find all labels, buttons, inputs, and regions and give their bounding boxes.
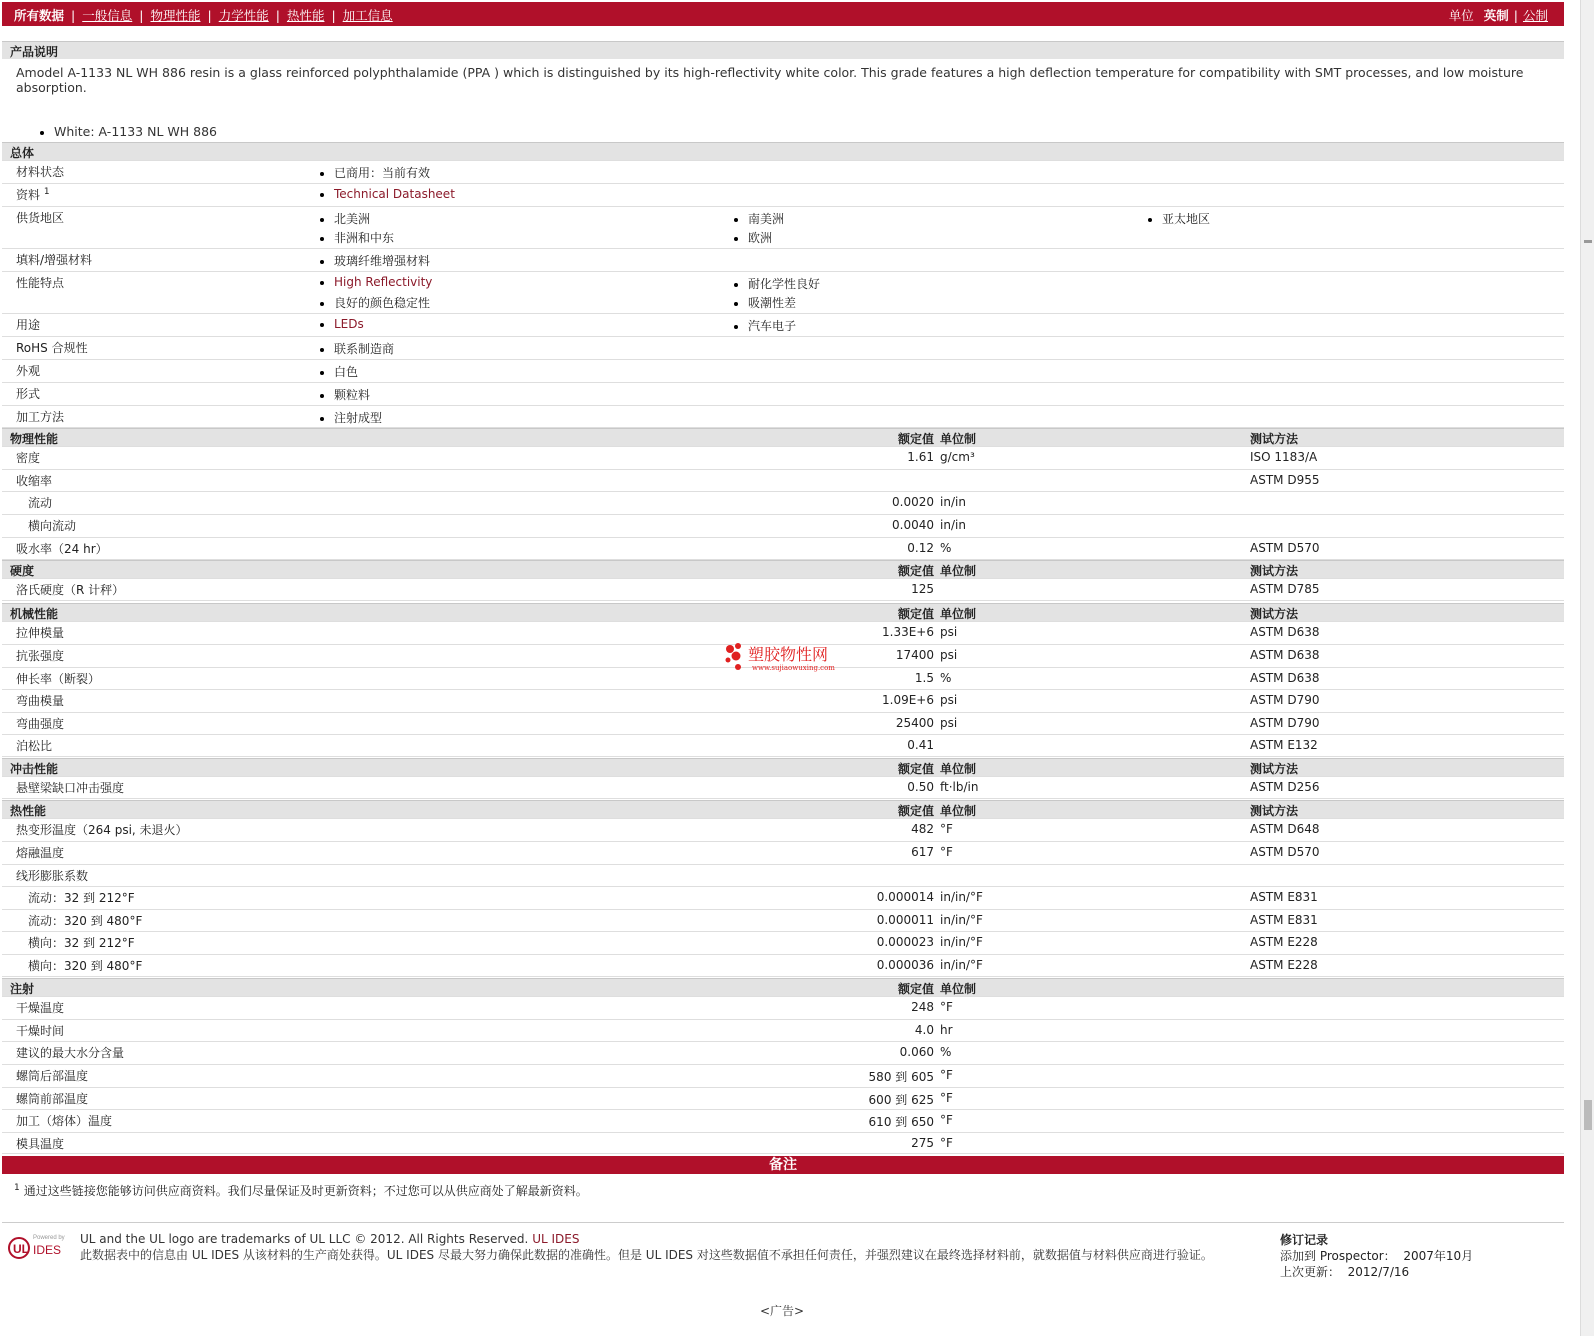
property-value: 0.12 xyxy=(907,541,934,555)
property-label: 伸长率（断裂） xyxy=(16,672,101,686)
property-value: 0.000023 xyxy=(876,935,934,949)
property-test-method: ASTM E831 xyxy=(1250,890,1318,904)
nav-general-info[interactable]: 一般信息 xyxy=(82,8,133,23)
unit-switch: 单位 英制 | 公制 xyxy=(1448,8,1548,23)
property-label: 吸水率（24 hr） xyxy=(16,542,108,556)
page-scrollbar[interactable] xyxy=(1580,0,1594,1336)
row-features: 性能特点 High Reflectivity 耐化学性良好 良好的颜色稳定性 吸潮性差 xyxy=(2,272,1564,314)
property-value: 0.000014 xyxy=(876,890,934,904)
property-label: 流动 xyxy=(28,496,53,510)
property-test-method: ASTM D638 xyxy=(1250,671,1320,685)
thermal-heading: 热性能 额定值 单位制 测试方法 xyxy=(2,800,1564,819)
table-row xyxy=(2,447,1564,470)
property-unit: % xyxy=(940,1045,952,1059)
table-row xyxy=(2,842,1564,865)
property-label: 螺筒前部温度 xyxy=(16,1092,89,1106)
notes-heading: 备注 xyxy=(2,1156,1564,1174)
row-rohs: RoHS 合规性 联系制造商 xyxy=(2,337,1564,360)
property-label: 建议的最大水分含量 xyxy=(16,1046,125,1060)
property-unit: psi xyxy=(940,648,958,662)
property-label: 密度 xyxy=(16,451,41,465)
property-label: 干燥时间 xyxy=(16,1024,65,1038)
table-row xyxy=(2,690,1564,713)
property-value: 1.09E+6 xyxy=(882,693,934,707)
table-row xyxy=(2,1110,1564,1133)
table-row xyxy=(2,1042,1564,1065)
injection-heading: 注射 额定值 单位制 xyxy=(2,978,1564,997)
table-row xyxy=(2,470,1564,492)
trademark-line: UL and the UL logo are trademarks of UL LLC © 2012. All Rights Reserved. UL IDES xyxy=(80,1232,580,1246)
property-value: 125 xyxy=(911,582,934,596)
nav-thermal[interactable]: 热性能 xyxy=(286,8,325,23)
unit-metric-link[interactable]: 公制 xyxy=(1522,8,1548,23)
watermark-logo xyxy=(722,640,852,676)
table-row xyxy=(2,777,1564,799)
property-test-method: ASTM D785 xyxy=(1250,582,1320,596)
property-unit: °F xyxy=(940,822,953,836)
property-label: 模具温度 xyxy=(16,1137,65,1151)
property-unit: hr xyxy=(940,1023,953,1037)
property-label: 抗张强度 xyxy=(16,649,65,663)
technical-datasheet-link[interactable]: Technical Datasheet xyxy=(334,187,455,201)
svg-text:Powered by: Powered by xyxy=(33,1235,65,1241)
svg-text:IDES: IDES xyxy=(33,1243,62,1257)
property-test-method: ASTM D638 xyxy=(1250,648,1320,662)
table-row xyxy=(2,887,1564,910)
table-row xyxy=(2,579,1564,601)
property-unit: psi xyxy=(940,716,958,730)
property-label: 横向：320 到 480°F xyxy=(28,959,143,973)
property-test-method: ASTM D570 xyxy=(1250,845,1320,859)
row-filler: 填料/增强材料 玻璃纤维增强材料 xyxy=(2,249,1564,272)
property-label: 横向：32 到 212°F xyxy=(28,936,135,950)
table-row xyxy=(2,515,1564,538)
disclaimer-text: 此数据表中的信息由 UL IDES 从该材料的生产商处获得。UL IDES 尽最大努力确保此数据的准确性。但是 UL IDES 对这些数据值不承担任何责任，并强烈建议在最终选择材料前，就数据值与材料供应商进行验证。 xyxy=(80,1248,1213,1262)
property-unit: ft·lb/in xyxy=(940,780,979,794)
nav-physical[interactable]: 物理性能 xyxy=(150,8,201,23)
top-nav-bar xyxy=(2,2,1564,26)
property-unit: in/in/°F xyxy=(940,935,983,949)
table-row xyxy=(2,1065,1564,1088)
property-value: 0.0040 xyxy=(892,518,934,532)
property-value: 610 到 650 xyxy=(868,1115,934,1129)
impact-heading: 冲击性能 额定值 单位制 测试方法 xyxy=(2,758,1564,777)
property-unit: g/cm³ xyxy=(940,450,975,464)
property-value: 0.0020 xyxy=(892,495,934,509)
property-label: 流动：320 到 480°F xyxy=(28,914,143,928)
unit-label: 单位 xyxy=(1448,8,1474,23)
property-unit: °F xyxy=(940,1091,953,1105)
property-unit: in/in xyxy=(940,518,966,532)
property-unit: psi xyxy=(940,625,958,639)
property-unit: °F xyxy=(940,845,953,859)
property-unit: in/in xyxy=(940,495,966,509)
table-row xyxy=(2,910,1564,932)
property-value: 4.0 xyxy=(914,1023,934,1037)
property-value: 0.50 xyxy=(907,780,934,794)
footnote: $^1$ 通过这些链接您能够访问供应商资料。我们尽量保证及时更新资料；不过您可以从供应商处了解最新资料。 xyxy=(14,1183,588,1198)
property-value: 580 到 605 xyxy=(868,1070,934,1084)
property-value: 600 到 625 xyxy=(868,1093,934,1107)
property-unit: psi xyxy=(940,693,958,707)
general-heading: 总体 xyxy=(2,142,1564,161)
physical-heading: 物理性能 额定值 单位制 测试方法 xyxy=(2,428,1564,447)
property-label: 拉伸模量 xyxy=(16,626,65,640)
property-label: 弯曲模量 xyxy=(16,694,65,708)
mechanical-heading: 机械性能 额定值 单位制 测试方法 xyxy=(2,603,1564,622)
revision-history: 修订记录 添加到 Prospector： 2007年10月 上次更新： 2012/7/16 xyxy=(1280,1233,1474,1279)
ad-label: <广告> xyxy=(760,1304,805,1318)
property-unit: °F xyxy=(940,1113,953,1127)
property-label: 流动：32 到 212°F xyxy=(28,891,135,905)
table-row xyxy=(2,713,1564,735)
property-value: 248 xyxy=(911,1000,934,1014)
property-test-method: ASTM D790 xyxy=(1250,716,1320,730)
property-test-method: ISO 1183/A xyxy=(1250,450,1318,464)
property-test-method: ASTM D256 xyxy=(1250,780,1320,794)
row-form: 形式 颗粒料 xyxy=(2,383,1564,406)
property-test-method: ASTM D648 xyxy=(1250,822,1320,836)
table-row xyxy=(2,1020,1564,1042)
table-row xyxy=(2,538,1564,560)
row-appearance: 外观 白色 xyxy=(2,360,1564,383)
description-heading: 产品说明 xyxy=(2,41,1564,59)
property-label: 收缩率 xyxy=(16,474,53,488)
property-test-method: ASTM D638 xyxy=(1250,625,1320,639)
nav-mechanical[interactable]: 力学性能 xyxy=(218,8,269,23)
ul-ides-link[interactable]: UL IDES xyxy=(532,1232,580,1246)
property-value: 275 xyxy=(911,1136,934,1150)
row-material-status: 材料状态 已商用：当前有效 xyxy=(2,161,1564,184)
row-supply-regions: 供货地区 北美洲 南美洲 亚太地区 非洲和中东 欧洲 xyxy=(2,207,1564,249)
property-value: 0.000011 xyxy=(876,913,934,927)
property-label: 悬壁梁缺口冲击强度 xyxy=(16,781,125,795)
property-unit: % xyxy=(940,541,952,555)
table-row xyxy=(2,819,1564,842)
description-text: Amodel A-1133 NL WH 886 resin is a glass reinforced polyphthalamide (PPA ) which is distinguished by its high-reflectivity white color. This grade features a high deflection temperature for compatibility with SMT processes, and low moisture absorption. xyxy=(16,65,1524,95)
property-value: 617 xyxy=(911,845,934,859)
table-row xyxy=(2,932,1564,955)
nav-all-data[interactable]: 所有数据 xyxy=(14,8,65,23)
row-documents: 资料 $^1$ Technical Datasheet xyxy=(2,184,1564,207)
section-nav: 所有数据 | 一般信息 | 物理性能 | 力学性能 | 热性能 | 加工信息 xyxy=(14,8,393,23)
property-label: 洛氏硬度（R 计秤） xyxy=(16,583,125,597)
table-row xyxy=(2,1088,1564,1110)
property-unit: °F xyxy=(940,1136,953,1150)
table-row xyxy=(2,1133,1564,1154)
property-label: 弯曲强度 xyxy=(16,717,65,731)
property-unit: in/in/°F xyxy=(940,958,983,972)
unit-english: 英制 xyxy=(1483,8,1509,23)
table-row xyxy=(2,997,1564,1020)
property-label: 横向流动 xyxy=(28,519,77,533)
nav-processing[interactable]: 加工信息 xyxy=(342,8,393,23)
property-label: 热变形温度（264 psi, 未退火） xyxy=(16,823,188,837)
table-row xyxy=(2,735,1564,757)
description-bullet: White: A-1133 NL WH 886 xyxy=(40,124,217,139)
row-processing-method: 加工方法 注射成型 xyxy=(2,406,1564,428)
property-test-method: ASTM D790 xyxy=(1250,693,1320,707)
svg-text:塑胶物性网: 塑胶物性网 xyxy=(748,645,829,664)
property-value: 1.5 xyxy=(914,671,934,685)
property-test-method: ASTM E228 xyxy=(1250,935,1318,949)
ul-ides-logo xyxy=(8,1232,68,1262)
table-row xyxy=(2,492,1564,515)
property-value: 0.000036 xyxy=(876,958,934,972)
property-label: 熔融温度 xyxy=(16,846,65,860)
property-value: 25400 xyxy=(895,716,934,730)
hardness-heading: 硬度 额定值 单位制 测试方法 xyxy=(2,560,1564,579)
table-row xyxy=(2,865,1564,887)
property-value: 1.61 xyxy=(907,450,934,464)
property-value: 0.41 xyxy=(907,738,934,752)
property-unit: in/in/°F xyxy=(940,890,983,904)
property-test-method: ASTM D955 xyxy=(1250,473,1320,487)
property-unit: °F xyxy=(940,1068,953,1082)
property-unit: in/in/°F xyxy=(940,913,983,927)
table-row xyxy=(2,955,1564,977)
property-test-method: ASTM E132 xyxy=(1250,738,1318,752)
property-label: 螺筒后部温度 xyxy=(16,1069,89,1083)
property-label: 线形膨胀系数 xyxy=(16,869,89,883)
property-value: 1.33E+6 xyxy=(882,625,934,639)
property-label: 加工（熔体）温度 xyxy=(16,1114,113,1128)
row-uses: 用途 LEDs 汽车电子 xyxy=(2,314,1564,337)
svg-text:UL: UL xyxy=(13,1242,29,1256)
property-label: 泊松比 xyxy=(16,739,53,753)
property-unit: °F xyxy=(940,1000,953,1014)
property-value: 482 xyxy=(911,822,934,836)
property-value: 0.060 xyxy=(899,1045,934,1059)
property-test-method: ASTM E831 xyxy=(1250,913,1318,927)
property-test-method: ASTM D570 xyxy=(1250,541,1320,555)
property-test-method: ASTM E228 xyxy=(1250,958,1318,972)
property-value: 17400 xyxy=(895,648,934,662)
svg-text:www.sujiaowuxing.com: www.sujiaowuxing.com xyxy=(752,664,835,672)
property-label: 干燥温度 xyxy=(16,1001,65,1015)
property-unit: % xyxy=(940,671,952,685)
